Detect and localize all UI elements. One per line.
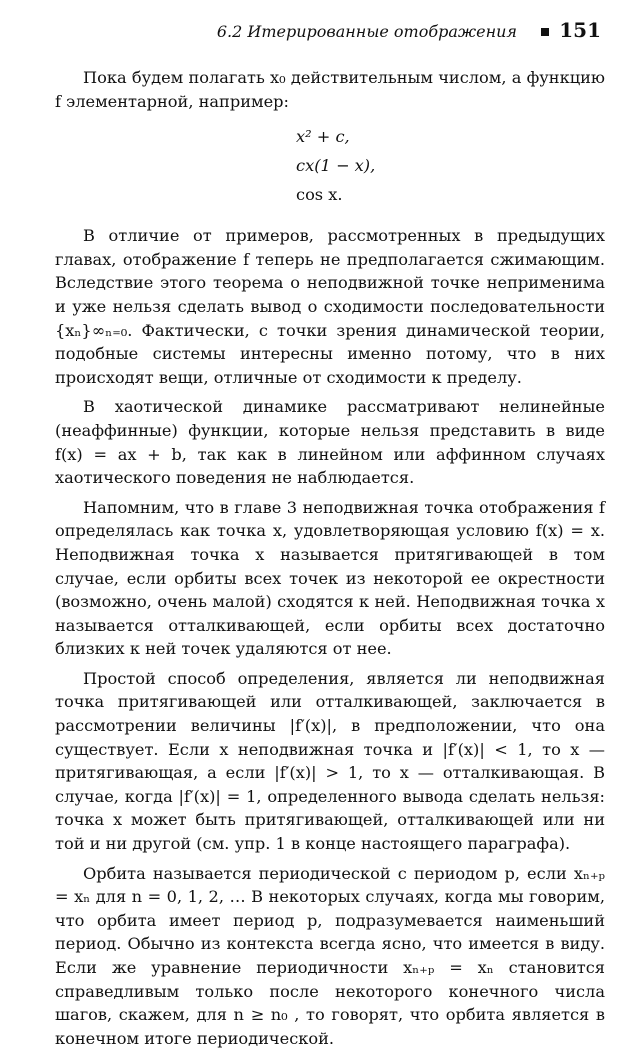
page-body	[55, 66, 605, 1050]
formula-2: cx(1 − x),	[296, 156, 376, 176]
running-title: 6.2 Итерированные отображения	[216, 22, 517, 41]
paragraph-3: В хаотической динамике рассматривают нелинейные (неаффинные) функции, которые нельзя представить в виде f(x) = ax + b, так как в линейном или аффинном случаях хаотического поведения не наблюдается.	[55, 397, 605, 488]
square-bullet-icon	[541, 28, 549, 36]
page-number: 151	[559, 18, 601, 42]
formula-3: cos x.	[296, 185, 343, 205]
paragraph-4: Напомним, что в главе 3 неподвижная точка отображения f определялась как точка x, удовлетворяющая условию f(x) = x. Неподвижная точка x называется притягивающей в том случае, если орбиты всех точек из некоторой ее окрестности (возможно, очень малой) сходятся к ней. Неподвижная точка x называется отталкивающей, если орбиты всех достаточно близких к ней точек удаляются от нее.	[55, 497, 605, 659]
formula-1: x² + c,	[296, 127, 350, 147]
paragraph-2: В отличие от примеров, рассмотренных в предыдущих главах, отображение f теперь не предполагается сжимающим. Вследствие этого теорема о неподвижной точке неприменима и уже нельзя сделать вывод о сходимости последовательности {xₙ}∞ₙ₌₀. Фактически, с точки зрения динамической теории, подобные системы интересны именно потому, что в них происходят вещи, отличные от сходимости к пределу.	[55, 226, 605, 387]
paragraph-6: Орбита называется периодической с периодом p, если xₙ₊ₚ = xₙ для n = 0, 1, 2, … В некоторых случаях, когда мы говорим, что орбита имеет период p, подразумевается наименьший период. Обычно из контекста всегда ясно, что имеется в виду. Если же уравнение периодичности xₙ₊ₚ = xₙ становится справедливым только после некоторого конечного числа шагов, скажем, для n ≥ n₀ , то говорят, что орбита является в конечном итоге периодической.	[55, 863, 605, 1048]
paragraph-1: Пока будем полагать x₀ действительным числом, а функцию f элементарной, например:	[55, 68, 605, 111]
page-header	[0, 18, 641, 46]
paragraph-5: Простой способ определения, является ли неподвижная точка притягивающей или отталкивающей, заключается в рассмотрении величины |f′(x)|, в предположении, что она существует. Если x неподвижная точка и |f′(x)| < 1, то x — притягивающая, а если |f′(x)| > 1, то x — отталкивающая. В случае, когда |f′(x)| = 1, определенного вывода сделать нельзя: точка x может быть притягивающей, отталкивающей или ни той и ни другой (см. упр. 1 в конце настоящего параграфа).	[55, 668, 605, 854]
formula-block	[296, 125, 605, 212]
